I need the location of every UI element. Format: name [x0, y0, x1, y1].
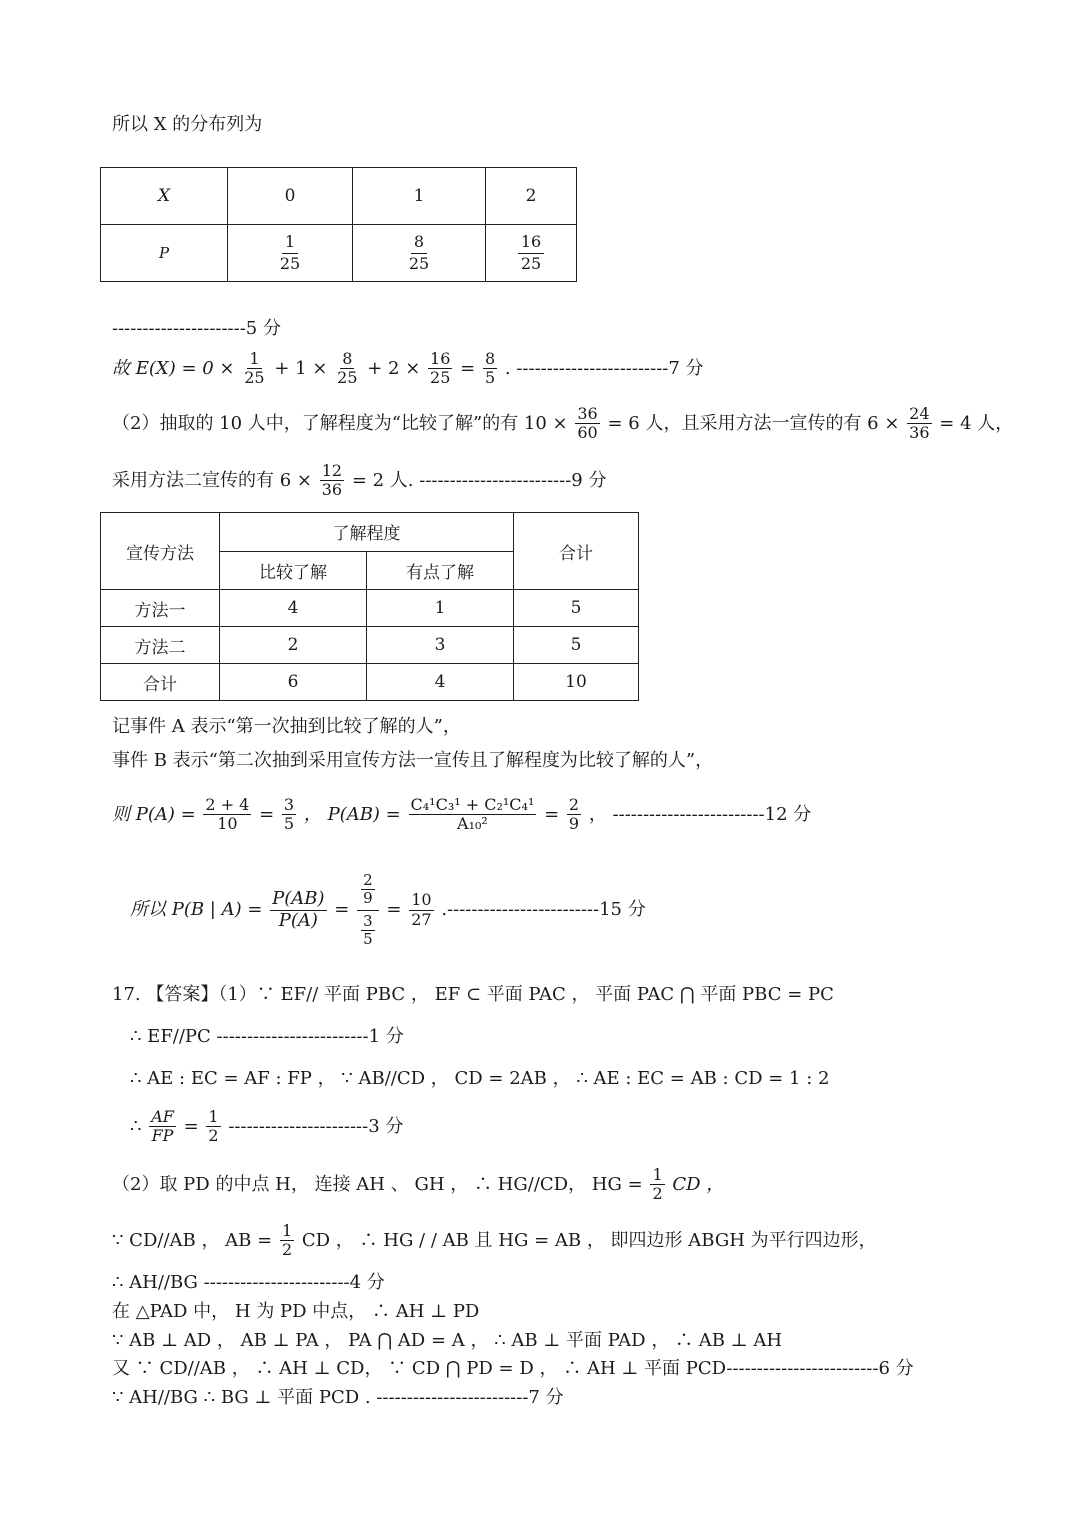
q17-line3: ∴ AE : EC = AF : FP ， ∵ AB//CD ， CD = 2AB ， ∴ AE : EC = AB : CD = 1 : 2 — [130, 1068, 830, 1089]
table-cell — [228, 225, 353, 282]
table-row — [101, 225, 577, 282]
probability-fraction: $\frac{1}{25}$ — [279, 232, 301, 273]
table-cell: 0 — [228, 168, 353, 225]
distribution-table — [100, 167, 577, 282]
table-header-cell: 比较了解 — [220, 551, 367, 590]
table-cell: 6 — [220, 664, 367, 701]
q17-line11: ∵ AH//BG ∴ BG ⊥ 平面 PCD . -------------------------7 分 — [112, 1387, 564, 1408]
table-row — [101, 590, 639, 627]
score-line: ----------------------5 分 — [112, 318, 281, 339]
table-cell: 方法一 — [101, 590, 220, 627]
q17-line5: （2）取 PD 的中点 H， 连接 AH 、 GH ， ∴ HG//CD， HG = $\frac{1}{2}$ CD ， — [112, 1165, 725, 1204]
table-cell — [486, 225, 577, 282]
table-cell: X — [101, 168, 228, 225]
table-cell: 1 — [353, 168, 486, 225]
table-row — [101, 664, 639, 701]
probability-fraction: $\frac{16}{25}$ — [518, 232, 544, 274]
q17-line6: ∵ CD//AB ， AB = $\frac{1}{2}$ CD ， ∴ HG / / AB 且 HG = AB ， 即四边形 ABGH 为平行四边形， — [112, 1221, 877, 1260]
table-cell: 2 — [486, 168, 577, 225]
q17-line10: 又 ∵ CD//AB ， ∴ AH ⊥ CD， ∵ CD ⋂ PD = D ， ∴ AH ⊥ 平面 PCD-------------------------6 分 — [112, 1358, 914, 1379]
event-a-line: 记事件 A 表示“第一次抽到比较了解的人”， — [112, 716, 461, 737]
nested-fraction: $\frac{\frac{2}{9}}{\frac{3}{5}}$ — [357, 872, 379, 948]
intro-line: 所以 X 的分布列为 — [112, 114, 263, 135]
table-cell: 5 — [514, 590, 639, 627]
event-b-line: 事件 B 表示“第二次抽到采用宣传方法一宣传且了解程度为比较了解的人”， — [112, 750, 714, 771]
expectation-line: 故 E(X) = 0 × $\frac{1}{25}$ + 1 × $\frac{8}{25}$ + 2 × $\frac{16}{25}$ = $\frac{8}{5}$ . -------------------------7 分 — [112, 349, 704, 388]
table-header-cell: 有点了解 — [367, 551, 514, 590]
part2-line2: 采用方法二宣传的有 6 × $\frac{12}{36}$ = 2 人. -------------------------9 分 — [112, 461, 607, 500]
q17-line8: 在 △PAD 中， H 为 PD 中点， ∴ AH ⊥ PD — [112, 1301, 480, 1322]
q17-line1: 17. 【答案】（1）∵ EF// 平面 PBC ， EF ⊂ 平面 PAC ， 平面 PAC ⋂ 平面 PBC = PC — [112, 984, 834, 1005]
table-header-cell: 了解程度 — [220, 513, 514, 552]
table-row — [101, 513, 639, 552]
q17-line4: ∴ $\frac{AF}{FP}$ = $\frac{1}{2}$ -----------------------3 分 — [130, 1107, 404, 1146]
pba-line: 所以 P(B | A) = $\frac{P(AB)}{P(A)}$ = $\frac{\frac{2}{9}}{\frac{3}{5}}$ = $\frac{10}{27}$ .-------------------------15 分 — [130, 871, 646, 948]
table-cell: P — [101, 225, 228, 282]
contingency-table — [100, 512, 639, 701]
table-cell: 方法二 — [101, 627, 220, 664]
probability-fraction: $\frac{8}{25}$ — [408, 232, 430, 273]
q17-line7: ∴ AH//BG ------------------------4 分 — [112, 1272, 385, 1293]
table-cell: 1 — [367, 590, 514, 627]
q17-line2: ∴ EF//PC -------------------------1 分 — [130, 1026, 404, 1047]
table-cell: 10 — [514, 664, 639, 701]
table-row — [101, 168, 577, 225]
table-cell: 4 — [367, 664, 514, 701]
table-header-cell: 合计 — [514, 513, 639, 590]
table-cell: 2 — [220, 627, 367, 664]
table-cell: 3 — [367, 627, 514, 664]
pa-line: 则 P(A) = $\frac{2 + 4}{10}$ = $\frac{3}{5}$ ， P(AB) = $\frac{\text{C₄¹C₃¹ + C₂¹C₄¹}}{\text{A₁₀²}}$ = $\frac{2}{9}$ ， -------------------------12 分 — [112, 795, 812, 834]
table-row — [101, 627, 639, 664]
part2-line1: （2）抽取的 10 人中，了解程度为“比较了解”的有 10 × $\frac{36}{60}$ = 6 人，且采用方法一宣传的有 6 × $\frac{24}{36}$ = 4 人， — [112, 404, 1014, 443]
table-cell: 5 — [514, 627, 639, 664]
table-cell — [353, 225, 486, 282]
table-cell: 4 — [220, 590, 367, 627]
table-header-cell: 宣传方法 — [101, 513, 220, 590]
q17-line9: ∵ AB ⊥ AD ， AB ⊥ PA ， PA ⋂ AD = A ， ∴ AB ⊥ 平面 PAD ， ∴ AB ⊥ AH — [112, 1330, 783, 1351]
table-cell: 合计 — [101, 664, 220, 701]
